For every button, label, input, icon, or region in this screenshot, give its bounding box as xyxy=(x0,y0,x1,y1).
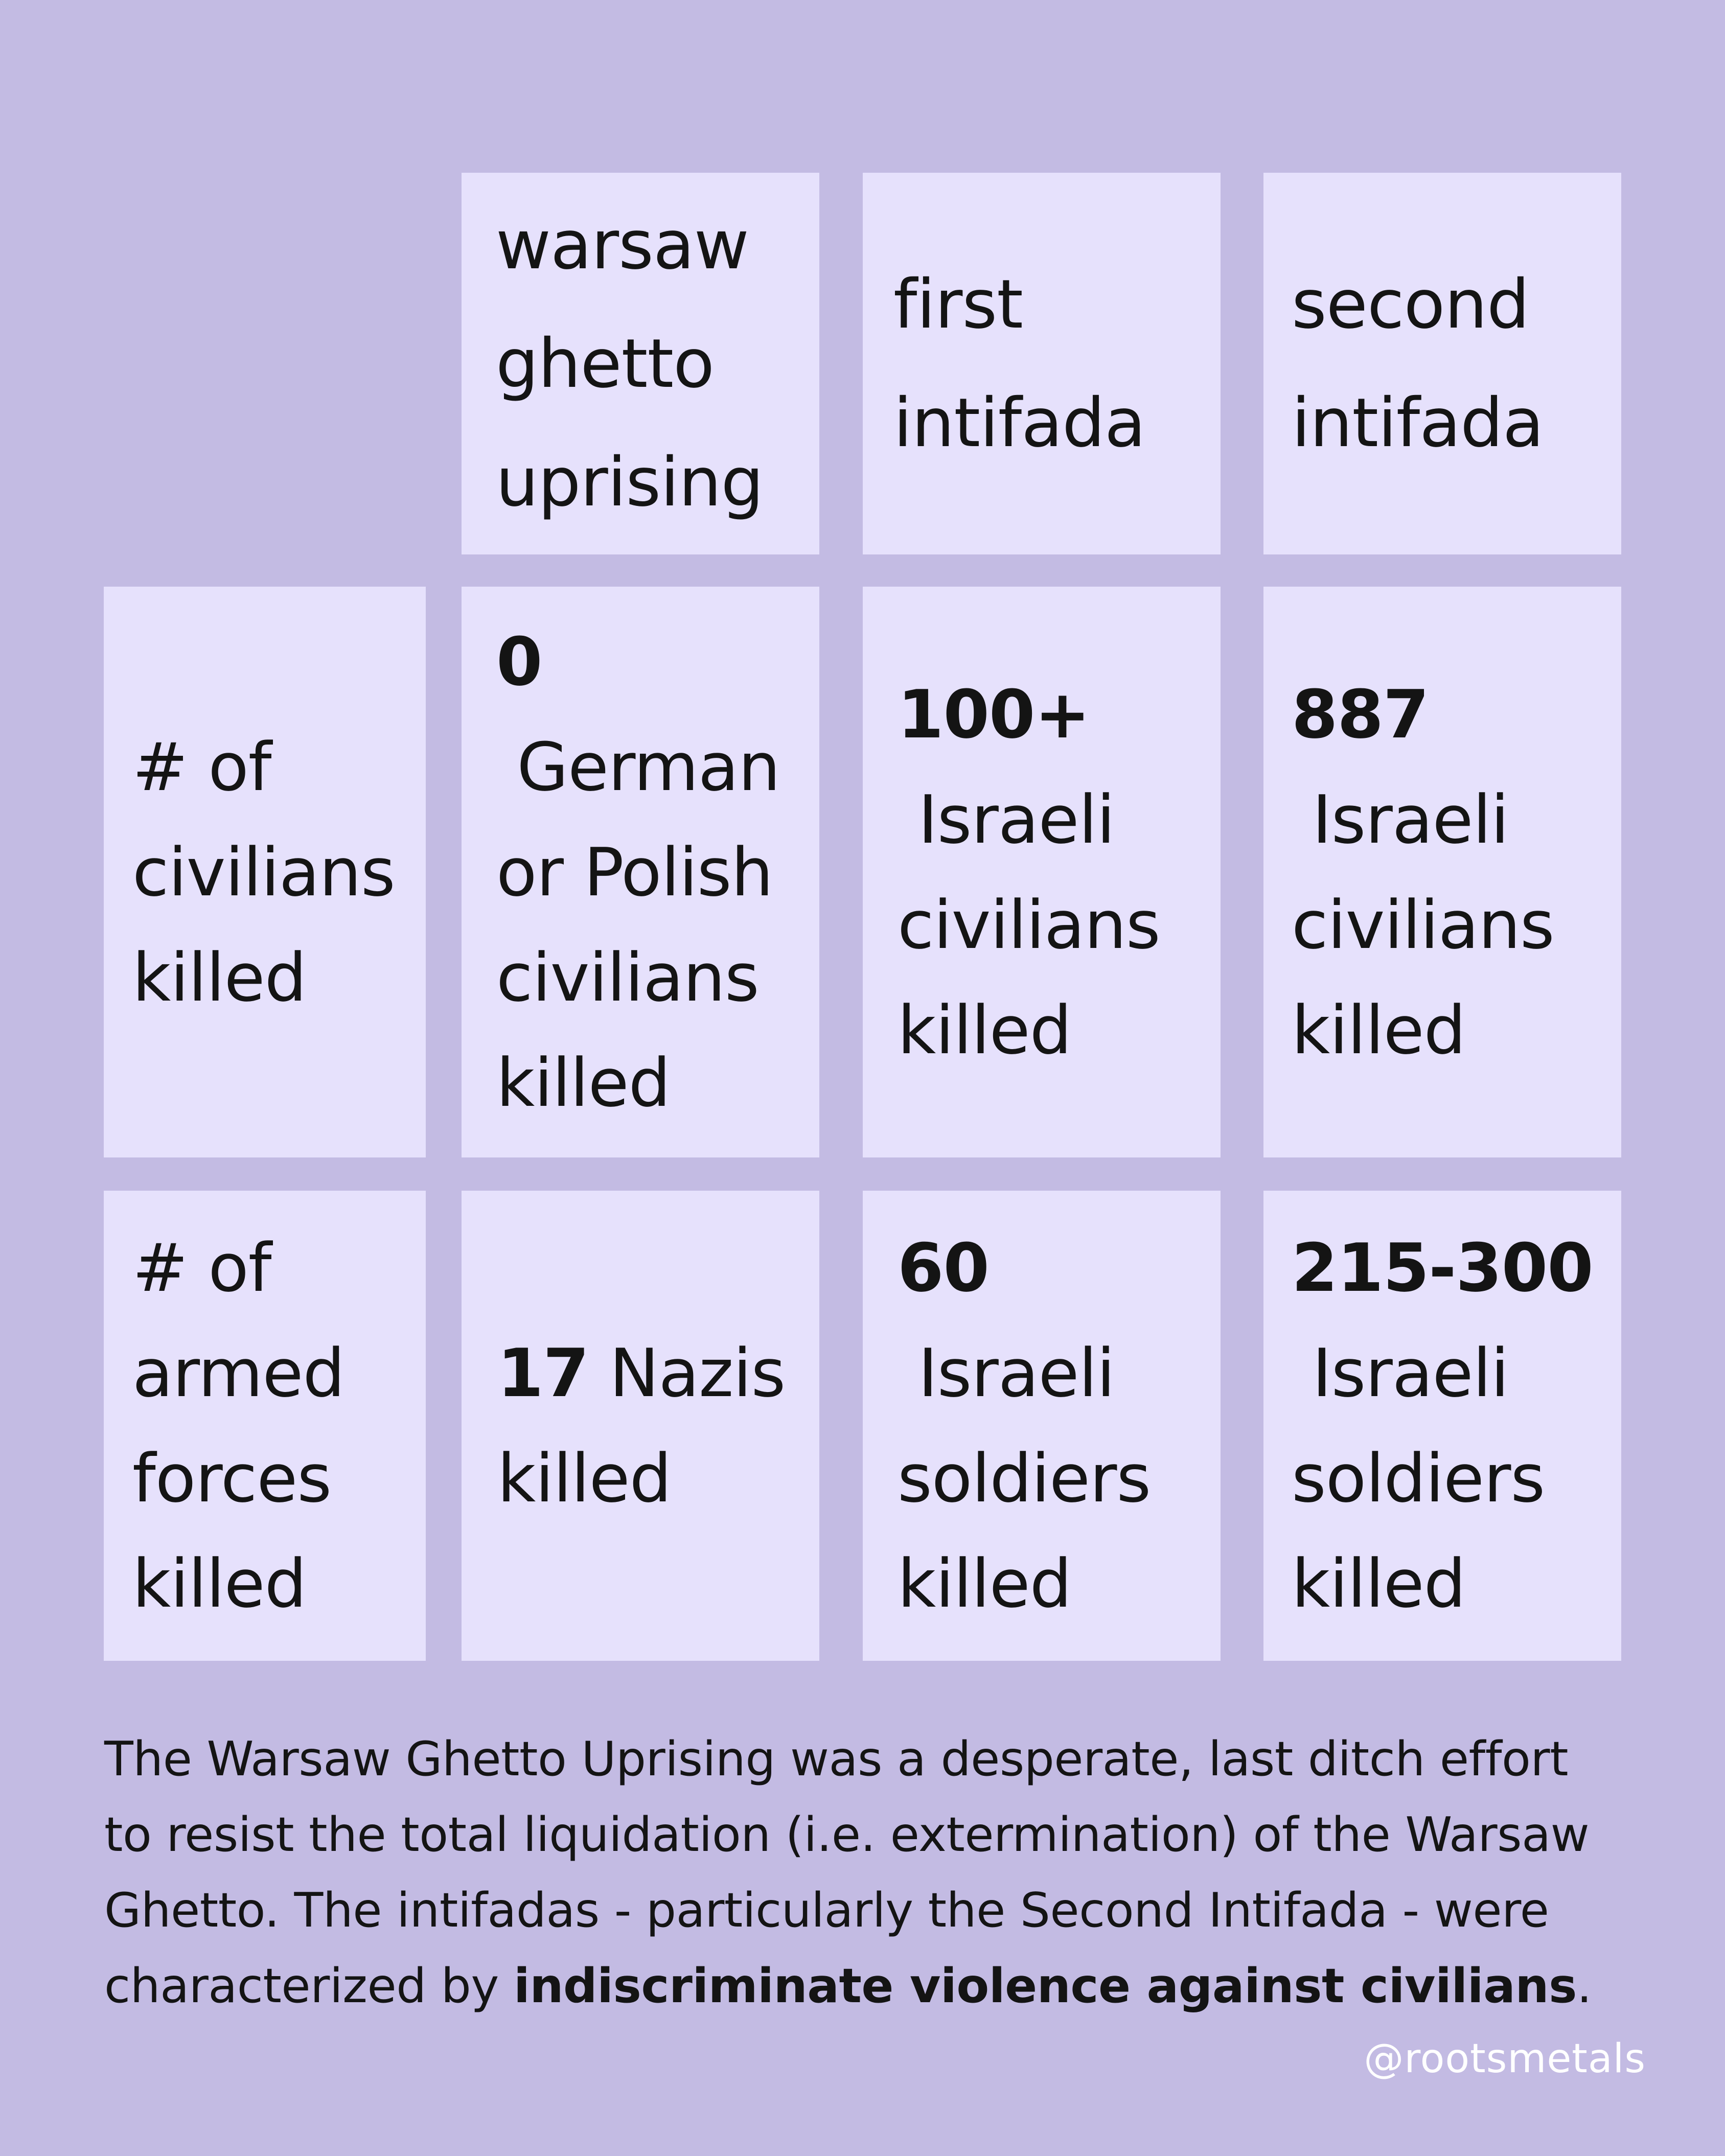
footnote-paragraph xyxy=(104,1721,1627,2024)
cell-first-intifada-civilians-killed xyxy=(863,587,1221,1157)
column-header-second-intifada xyxy=(1263,173,1621,554)
cell-text-line: soldiers xyxy=(1292,1440,1545,1517)
column-header-line: uprising xyxy=(496,443,764,522)
footnote-bold-text: indiscriminate violence against civilians xyxy=(513,1958,1577,2013)
cell-number: 100+ xyxy=(898,675,1090,753)
column-header-line: first xyxy=(893,265,1023,344)
row-label-line: forces xyxy=(132,1440,332,1517)
cell-text-line: killed xyxy=(497,1440,672,1517)
row-label-armed-forces-killed xyxy=(104,1191,426,1661)
cell-number: 215-300 xyxy=(1292,1229,1593,1307)
column-header-line: warsaw xyxy=(496,205,749,285)
cell-number: 17 xyxy=(497,1334,589,1412)
cell-text-line: civilians xyxy=(496,938,759,1016)
column-header-first-intifada xyxy=(863,173,1221,554)
cell-number: 60 xyxy=(898,1229,989,1307)
cell-warsaw-armed-forces-killed xyxy=(462,1191,819,1661)
cell-text-line: killed xyxy=(1292,991,1466,1069)
author-handle: @rootsmetals xyxy=(1364,2036,1646,2082)
cell-text-line: killed xyxy=(898,1545,1072,1622)
row-label-line: # of xyxy=(132,728,271,806)
cell-text-line: Israeli xyxy=(898,1334,1115,1412)
cell-first-line xyxy=(497,1320,819,1426)
cell-text-line: Israeli xyxy=(1292,780,1509,859)
column-header-warsaw-ghetto-uprising xyxy=(462,173,819,554)
cell-number-suffix: Nazis xyxy=(588,1334,786,1412)
row-label-line: killed xyxy=(132,1545,307,1622)
row-label-line: # of xyxy=(132,1229,271,1307)
cell-number: 0 xyxy=(496,622,542,701)
footnote-text-end: . xyxy=(1576,1958,1592,2013)
column-header-line: intifada xyxy=(1292,383,1544,462)
row-label-line: killed xyxy=(132,938,307,1016)
cell-number: 887 xyxy=(1292,675,1429,753)
cell-text-line: civilians xyxy=(1292,886,1554,964)
column-header-line: ghetto xyxy=(496,324,714,403)
cell-warsaw-civilians-killed xyxy=(462,587,819,1157)
cell-text-line: civilians xyxy=(898,886,1160,964)
cell-text-line: soldiers xyxy=(898,1440,1151,1517)
cell-text-line: or Polish xyxy=(496,833,773,911)
cell-first-intifada-armed-forces-killed xyxy=(863,1191,1221,1661)
row-label-line: civilians xyxy=(132,833,395,911)
footnote-text: The Warsaw Ghetto Uprising was a desperate, last ditch effort to resist the total liquidation (i.e. extermination) of the Warsaw Ghetto. The intifadas - particularly the Second Intifada - were characterized by xyxy=(104,1731,1590,2013)
column-header-line: intifada xyxy=(893,383,1145,462)
cell-second-intifada-civilians-killed xyxy=(1263,587,1621,1157)
cell-second-intifada-armed-forces-killed xyxy=(1263,1191,1621,1661)
cell-text-line: killed xyxy=(1292,1545,1466,1622)
cell-text-line: Israeli xyxy=(1292,1334,1509,1412)
cell-text-line: Israeli xyxy=(898,780,1115,859)
cell-text-line: killed xyxy=(496,1044,671,1122)
cell-text-line: killed xyxy=(898,991,1072,1069)
cell-text-line: German xyxy=(496,728,780,806)
row-label-civilians-killed xyxy=(104,587,426,1157)
column-header-line: second xyxy=(1292,265,1529,344)
row-label-line: armed xyxy=(132,1334,344,1412)
